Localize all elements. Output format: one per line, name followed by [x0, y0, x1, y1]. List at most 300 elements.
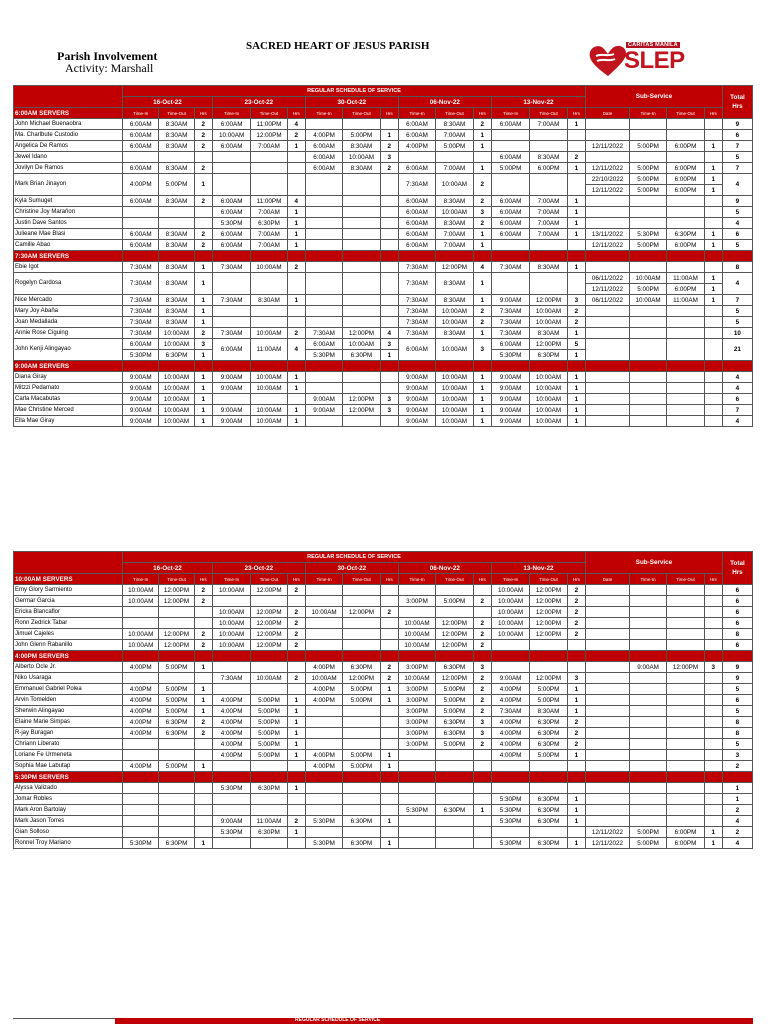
hours: 1 [567, 163, 585, 174]
hours: 1 [194, 838, 212, 849]
time-in: 6:00AM [212, 119, 250, 130]
section-label: 9:00AM SERVERS [14, 361, 123, 372]
parish-name: SACRED HEART OF JESUS PARISH [246, 40, 430, 52]
sub-time-out [667, 405, 704, 416]
hours [194, 607, 212, 618]
time-in: 6:00AM [212, 339, 250, 361]
time-out-header: Time-Out [667, 108, 704, 119]
sub-service-label: Sub-Service [586, 86, 723, 108]
time-in [212, 317, 250, 328]
week-date-header: 13-Nov-22 [491, 97, 585, 108]
total-hours: 7 [722, 163, 752, 174]
hours: 2 [287, 816, 305, 827]
time-in [305, 240, 342, 251]
sub-date [586, 739, 630, 750]
time-in: 4:00PM [123, 761, 159, 772]
server-name: Sherwin Alingayao [14, 706, 123, 717]
hrs-header: Hrs [194, 574, 212, 585]
hours [287, 662, 305, 673]
time-in [123, 750, 159, 761]
sub-time-out [667, 695, 704, 706]
section-fill [212, 651, 250, 662]
time-out: 12:00PM [343, 673, 380, 684]
total-hrs-label [722, 86, 752, 119]
time-out [251, 317, 287, 328]
server-name: Sophia Mae Labutap [14, 761, 123, 772]
sub-time-out [667, 306, 704, 317]
time-in [305, 618, 342, 629]
hours [287, 838, 305, 849]
sub-time-in: 5:00PM [629, 141, 666, 152]
time-out [251, 163, 287, 174]
hours: 1 [473, 394, 491, 405]
time-out: 10:00AM [159, 405, 194, 416]
sub-service-cell [667, 339, 704, 361]
hours: 1 [194, 273, 212, 295]
section-fill [398, 772, 435, 783]
hours [380, 783, 398, 794]
time-out: 12:00PM [530, 673, 567, 684]
hrs-header: Hrs [473, 574, 491, 585]
sub-date [586, 196, 630, 207]
hours: 2 [567, 629, 585, 640]
time-out: 12:00PM [436, 618, 473, 629]
time-in: 9:00AM [491, 394, 529, 405]
time-in: 4:00PM [491, 739, 529, 750]
hours: 1 [287, 783, 305, 794]
time-out: 5:00PM [159, 174, 194, 196]
hours: 2 [287, 673, 305, 684]
time-out: 10:00AM [530, 383, 567, 394]
hours: 2 [194, 629, 212, 640]
hours [473, 761, 491, 772]
time-out: 8:30AM [159, 141, 194, 152]
time-out: 12:00PM [159, 585, 194, 596]
time-out [343, 240, 380, 251]
time-in: 9:00AM [491, 295, 529, 306]
section-fill [343, 651, 380, 662]
time-out: 12:00PM [436, 640, 473, 651]
time-in [305, 706, 342, 717]
section-fill [473, 361, 491, 372]
hours [380, 629, 398, 640]
time-out [436, 783, 473, 794]
time-in [212, 838, 250, 849]
time-in: 6:00AM [123, 141, 159, 152]
time-out: 5:00PM [159, 684, 194, 695]
time-out: 10:00AM [436, 405, 473, 416]
sub-time-out [667, 394, 704, 405]
time-in [305, 640, 342, 651]
sub-time-in [629, 750, 666, 761]
hours: 2 [194, 640, 212, 651]
total-hours: 3 [722, 750, 752, 761]
hours [380, 794, 398, 805]
hours: 1 [287, 706, 305, 717]
sub-time-in: 5:00PM [629, 174, 666, 185]
hours [380, 218, 398, 229]
time-in: 6:00AM [398, 119, 435, 130]
section-fill [123, 361, 159, 372]
hours: 3 [380, 405, 398, 416]
hours [380, 372, 398, 383]
sub-time-out [667, 317, 704, 328]
section-fill [159, 361, 194, 372]
regular-schedule-label: REGULAR SCHEDULE OF SERVICE [295, 1017, 381, 1023]
time-out [159, 152, 194, 163]
section-label: 7:30AM SERVERS [14, 251, 123, 262]
time-in: 6:00AM [398, 163, 435, 174]
hours: 1 [380, 350, 398, 361]
time-out: 10:00AM [159, 394, 194, 405]
sub-hours [704, 218, 722, 229]
sub-time-out [667, 607, 704, 618]
time-out: 5:00PM [343, 130, 380, 141]
sub-time-in [629, 394, 666, 405]
section-fill [343, 251, 380, 262]
time-out: 8:30AM [159, 306, 194, 317]
time-in: 6:00AM [212, 240, 250, 251]
server-name: Ronn Zedrick Tabar [14, 618, 123, 629]
sub-hours [704, 673, 722, 684]
server-name: Emmanuel Gabriel Polea [14, 684, 123, 695]
total-hours: 9 [722, 662, 752, 673]
hours: 1 [567, 405, 585, 416]
time-out: 12:00PM [530, 607, 567, 618]
time-in: 6:00AM [305, 339, 342, 350]
sub-time-in: 5:00PM [629, 185, 666, 196]
hours: 2 [567, 152, 585, 163]
time-out: 12:00PM [530, 585, 567, 596]
sub-hours [704, 152, 722, 163]
time-in: 9:00AM [491, 383, 529, 394]
time-out: 6:30PM [436, 717, 473, 728]
sub-time-out [667, 383, 704, 394]
time-in [305, 207, 342, 218]
time-in: 10:00AM [398, 640, 435, 651]
sub-hours [704, 629, 722, 640]
time-out: 12:00PM [159, 596, 194, 607]
time-out-header: Time-Out [667, 574, 704, 585]
time-in: 5:30PM [305, 838, 342, 849]
section-fill [343, 361, 380, 372]
section-label: 6:00AM SERVERS [14, 108, 123, 119]
time-in: 4:00PM [123, 174, 159, 196]
time-out: 5:00PM [343, 761, 380, 772]
time-in: 7:30AM [491, 317, 529, 328]
server-name: Mitzzi Pedamato [14, 383, 123, 394]
time-in [398, 794, 435, 805]
time-in: 10:00AM [398, 618, 435, 629]
hours: 1 [473, 372, 491, 383]
time-out: 12:00PM [159, 629, 194, 640]
hours: 1 [194, 174, 212, 196]
section-fill [436, 772, 473, 783]
sub-hours [704, 750, 722, 761]
time-in-header: Time-In [629, 574, 666, 585]
sub-time-in [629, 761, 666, 772]
time-out [343, 596, 380, 607]
time-out: 5:00PM [436, 706, 473, 717]
time-in: 4:00PM [212, 717, 250, 728]
heart-icon [588, 44, 628, 78]
hours: 3 [473, 339, 491, 361]
time-out: 12:00PM [436, 262, 473, 273]
total-hours: 9 [722, 196, 752, 207]
hours: 4 [287, 339, 305, 361]
total-hours: 4 [722, 816, 752, 827]
time-out [436, 761, 473, 772]
time-in [212, 596, 250, 607]
sub-hours: 1 [704, 163, 722, 174]
time-out: 10:00AM [343, 339, 380, 350]
sub-time-out [667, 783, 704, 794]
time-in [305, 728, 342, 739]
section-fill [287, 772, 305, 783]
sub-service-cell [629, 339, 666, 361]
hours: 1 [567, 794, 585, 805]
time-in: 7:30AM [123, 306, 159, 317]
time-out: 12:00PM [251, 640, 287, 651]
time-out: 10:00AM [436, 372, 473, 383]
hours [287, 761, 305, 772]
hrs-header: Hrs [380, 108, 398, 119]
sub-time-out [667, 717, 704, 728]
time-in: 10:00AM [123, 640, 159, 651]
server-name: Emy Glory Sarmiento [14, 585, 123, 596]
time-in [491, 130, 529, 141]
time-out: 10:00AM [436, 394, 473, 405]
sub-time-out: 6:30PM [667, 229, 704, 240]
sub-hours [704, 394, 722, 405]
hours: 1 [567, 816, 585, 827]
time-in: 7:30AM [212, 328, 250, 339]
sub-time-out [667, 618, 704, 629]
time-in: 3:00PM [398, 662, 435, 673]
time-in: 3:00PM [398, 684, 435, 695]
total-hours: 5 [722, 739, 752, 750]
time-in: 9:00AM [491, 673, 529, 684]
hours: 1 [287, 229, 305, 240]
section-label: 10:00AM SERVERS [14, 574, 123, 585]
hours: 2 [194, 596, 212, 607]
time-out: 12:00PM [530, 339, 567, 350]
time-in-header: Time-In [305, 574, 342, 585]
time-out-header: Time-Out [530, 574, 567, 585]
section-fill [530, 651, 567, 662]
time-out: 6:30PM [159, 728, 194, 739]
hours: 2 [194, 585, 212, 596]
server-name: Mark Jason Torres [14, 816, 123, 827]
sub-time-in [629, 119, 666, 130]
time-out [159, 218, 194, 229]
time-in: 10:00AM [123, 629, 159, 640]
section-fill [491, 361, 529, 372]
time-out [343, 706, 380, 717]
time-out [251, 306, 287, 317]
sub-time-in [629, 706, 666, 717]
time-in [491, 141, 529, 152]
time-out: 7:00AM [436, 229, 473, 240]
time-in: 10:00AM [491, 596, 529, 607]
time-out-header: Time-Out [343, 108, 380, 119]
sub-time-out [667, 739, 704, 750]
hours: 3 [380, 394, 398, 405]
time-out: 5:00PM [251, 739, 287, 750]
time-in [305, 585, 342, 596]
time-in [398, 761, 435, 772]
hours [380, 295, 398, 306]
sub-time-in [629, 317, 666, 328]
sub-date [586, 640, 630, 651]
hours: 2 [473, 596, 491, 607]
section-fill [159, 772, 194, 783]
hours: 3 [567, 673, 585, 684]
time-out: 10:00AM [530, 416, 567, 427]
section-fill [159, 651, 194, 662]
time-out: 8:30AM [159, 196, 194, 207]
time-in: 4:00PM [212, 695, 250, 706]
section-fill [722, 361, 752, 372]
section-fill [251, 772, 287, 783]
time-in: 4:00PM [212, 750, 250, 761]
total-hours: 6 [722, 229, 752, 240]
section-fill [287, 651, 305, 662]
total-hours: 6 [722, 607, 752, 618]
hrs-label: Hrs [732, 569, 743, 576]
hrs-header: Hrs [380, 574, 398, 585]
time-in [212, 794, 250, 805]
time-in: 7:30AM [398, 328, 435, 339]
time-out [343, 585, 380, 596]
sub-hours [704, 383, 722, 394]
hours: 2 [287, 618, 305, 629]
sub-time-in [629, 262, 666, 273]
section-fill [530, 251, 567, 262]
sub-date: 12/11/2022 [586, 838, 630, 849]
week-date-header: 30-Oct-22 [305, 563, 398, 574]
total-hours: 6 [722, 130, 752, 141]
sub-hours [704, 207, 722, 218]
hours: 1 [287, 750, 305, 761]
time-out [436, 827, 473, 838]
time-in [212, 163, 250, 174]
sub-hours: 1 [704, 141, 722, 152]
time-out: 6:30PM [159, 717, 194, 728]
sub-time-out: 6:00PM [667, 185, 704, 196]
time-in [398, 585, 435, 596]
sub-date [586, 262, 630, 273]
section-fill [629, 251, 666, 262]
sub-time-in [629, 405, 666, 416]
time-out-header: Time-Out [436, 108, 473, 119]
sub-service-cell [586, 339, 630, 361]
time-out: 6:30PM [530, 728, 567, 739]
server-name: Mark Aron Bartolay [14, 805, 123, 816]
sub-hours [704, 372, 722, 383]
time-out: 7:00AM [436, 130, 473, 141]
sub-time-out: 6:00PM [667, 838, 704, 849]
total-hours: 8 [722, 262, 752, 273]
time-in: 7:30AM [123, 328, 159, 339]
time-in: 6:00AM [398, 218, 435, 229]
sub-date [586, 596, 630, 607]
logo-caption: CARITAS MANILA [628, 42, 678, 48]
time-out [436, 816, 473, 827]
time-in: 4:00PM [491, 695, 529, 706]
time-out [251, 684, 287, 695]
hours: 2 [380, 607, 398, 618]
hours [567, 240, 585, 251]
hours: 1 [473, 229, 491, 240]
time-in-header: Time-In [212, 108, 250, 119]
week-date-header: 23-Oct-22 [212, 563, 305, 574]
time-in [123, 152, 159, 163]
time-out [159, 794, 194, 805]
section-fill [473, 772, 491, 783]
time-in-header: Time-In [491, 108, 529, 119]
time-in-header: Time-In [398, 574, 435, 585]
time-out: 8:30AM [436, 119, 473, 130]
sub-hours: 1 [704, 827, 722, 838]
sub-time-in: 5:00PM [629, 284, 666, 295]
time-in: 5:30PM [305, 350, 342, 361]
time-out: 11:00AM [251, 816, 287, 827]
hours: 1 [287, 240, 305, 251]
hours: 2 [194, 328, 212, 339]
time-out [159, 207, 194, 218]
hours: 3 [473, 717, 491, 728]
time-in: 6:00AM [305, 152, 342, 163]
sub-time-in [629, 328, 666, 339]
hours: 1 [194, 350, 212, 361]
sub-time-in: 5:00PM [629, 163, 666, 174]
section-fill [380, 361, 398, 372]
time-in: 7:30AM [491, 262, 529, 273]
time-out: 6:30PM [343, 662, 380, 673]
page-header [57, 50, 157, 74]
total-hours: 4 [722, 174, 752, 196]
sub-time-out [667, 416, 704, 427]
time-in [305, 218, 342, 229]
sub-date [586, 783, 630, 794]
time-in: 7:30AM [491, 328, 529, 339]
time-out: 8:30AM [436, 328, 473, 339]
section-fill [473, 251, 491, 262]
week-date-header: 06-Nov-22 [398, 563, 491, 574]
hours: 2 [380, 662, 398, 673]
section-fill [123, 251, 159, 262]
time-out: 7:00AM [436, 163, 473, 174]
hours [194, 739, 212, 750]
time-out: 7:00AM [530, 119, 567, 130]
sub-time-in [629, 739, 666, 750]
server-name: Elaine Marie Simpas [14, 717, 123, 728]
time-out: 5:00PM [159, 662, 194, 673]
time-out: 6:30PM [159, 838, 194, 849]
hrs-header: Hrs [704, 574, 722, 585]
total-hours: 2 [722, 805, 752, 816]
hours [473, 585, 491, 596]
server-name: Ma. Charlbute Custodio [14, 130, 123, 141]
hours: 1 [287, 383, 305, 394]
time-in: 6:00AM [491, 196, 529, 207]
time-out [343, 218, 380, 229]
sub-time-out [667, 207, 704, 218]
hours: 2 [194, 163, 212, 174]
time-out [343, 174, 380, 196]
hours [287, 684, 305, 695]
